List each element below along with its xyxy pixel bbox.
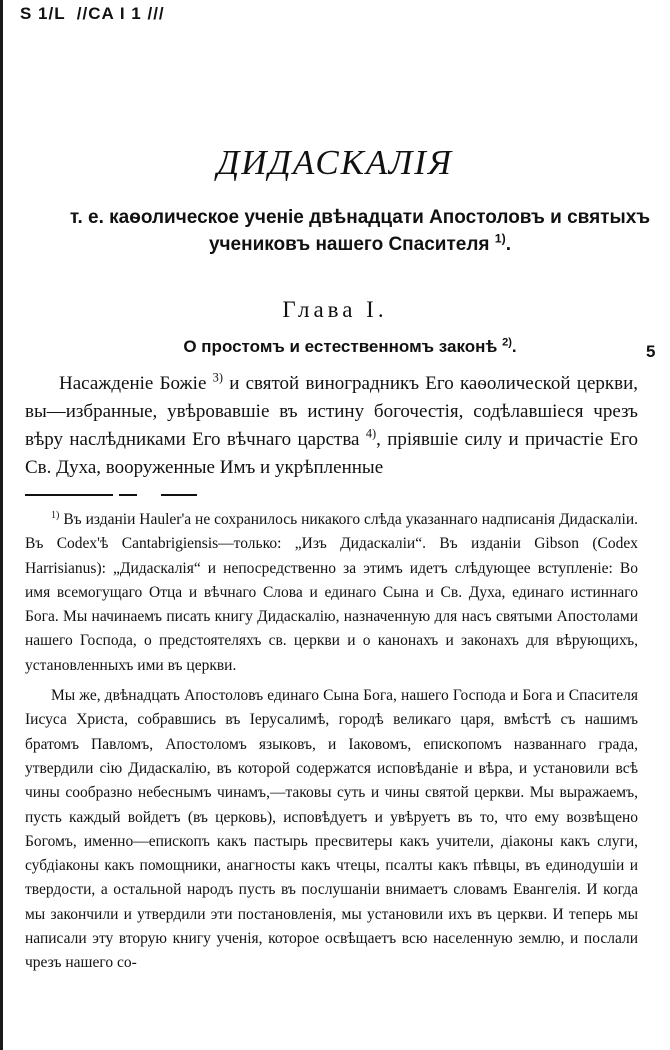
subtitle-footnote-marker: 1) [494,231,506,246]
body-text-c: , пріявшіе силу и причастіе Его Св. Духа, вооруженные Имъ и укрѣпленные [25,429,639,478]
main-title: ДИДАСКАЛІЯ [217,143,453,182]
body-text-b: и святой виноградникъ Его каѳолической церкви, вы—избранные, увѣровавшіе въ истину богочестія, содѣлавшіеся чрезъ вѣру наслѣдниками Его вѣчнаго царства [25,373,639,450]
chapter-title: Глава I. [282,297,388,322]
footnotes-block [25,508,638,976]
section-title-text: О простомъ и естественномъ законѣ [183,337,498,356]
footnote-1-text: Въ изданіи Hauler'а не сохранилось никакого слѣда указаннаго надписанія Дидаскаліи. Въ Codex'ѣ Cantabrigiensis—только: „Изъ Дидаскаліи“. Въ изданіи Gibson (Codex Harrisianus): „Дидаскалія“ и непосредственно за этимъ идетъ слѣдующее вступленіе: Во имя всемогущаго Отца и вѣчнаго Слова и единаго Сына и Св. Духа, единаго истиннаго Бога. Мы начинаемъ писать книгу Дидаскалію, назначенную для насъ святыми Апостолами нашего Господа, о предстоятеляхъ св. церкви и о канонахъ и законахъ для вѣрующихъ, установленныхъ ими въ церкви. [25,511,639,674]
body-text-a: Насажденіе Божіе [59,373,207,394]
footnote-marker-4: 4) [365,426,377,441]
section-footnote-marker: 2) [502,336,512,349]
section-title: О простомъ и естественномъ законѣ $^{2)}$. [183,336,517,356]
subtitle: т. е. каѳолическое ученіе двѣнадцати Апостоловъ и святыхъ учениковъ нашего Спасителя $^{1)}$. [69,207,651,255]
footnote-1 [25,508,638,678]
footnote-separator [25,494,195,504]
margin-line-number: 5 [646,342,656,361]
subtitle-text: т. е. каѳолическое ученіе двѣнадцати Апостоловъ и святыхъ учениковъ нашего Спасителя [69,207,651,255]
body-paragraph [25,370,638,482]
footnote-1-continuation: Мы же, двѣнадцать Апостоловъ единаго Сына Бога, нашего Господа и Бога и Спасителя Іисуса Христа, собравшись въ Іерусалимѣ, городѣ великаго царя, вмѣстѣ съ нашимъ братомъ Павломъ, Апостоломъ языковъ, и Іаковомъ, епископомъ названнаго града, утвердили сію Дидаскалію, въ которой содержатся исповѣданіе и вѣра, и установили всѣ чины сообразно небеснымъ чинамъ,—таковы суть и чины святой церкви. Мы выражаемъ, пусть каждый войдетъ (въ церковь), исповѣдуетъ и увѣруетъ въ то, что ему возвѣщено Богомъ, именно—епископъ какъ пастырь пресвитеры какъ учители, діаконы какъ слуги, субдіаконы какъ помощники, анагносты какъ чтецы, псалты какъ пѣвцы, въ единодушіи и твердости, а остальной народъ пусть въ послушаніи внимаетъ словамъ Евангелія. И когда мы закончили и утвердили эти постановленія, мы установили ихъ въ церкви. И теперь мы написали эту вторую книгу ученія, которое освѣщаетъ всю населенную землю, и послали чрезъ нашего со- [25,687,638,972]
footnote-1-marker: 1) [51,509,60,521]
header-shelf-mark: S 1/L //CA I 1 /// [20,4,165,23]
footnote-marker-3: 3) [212,370,223,385]
